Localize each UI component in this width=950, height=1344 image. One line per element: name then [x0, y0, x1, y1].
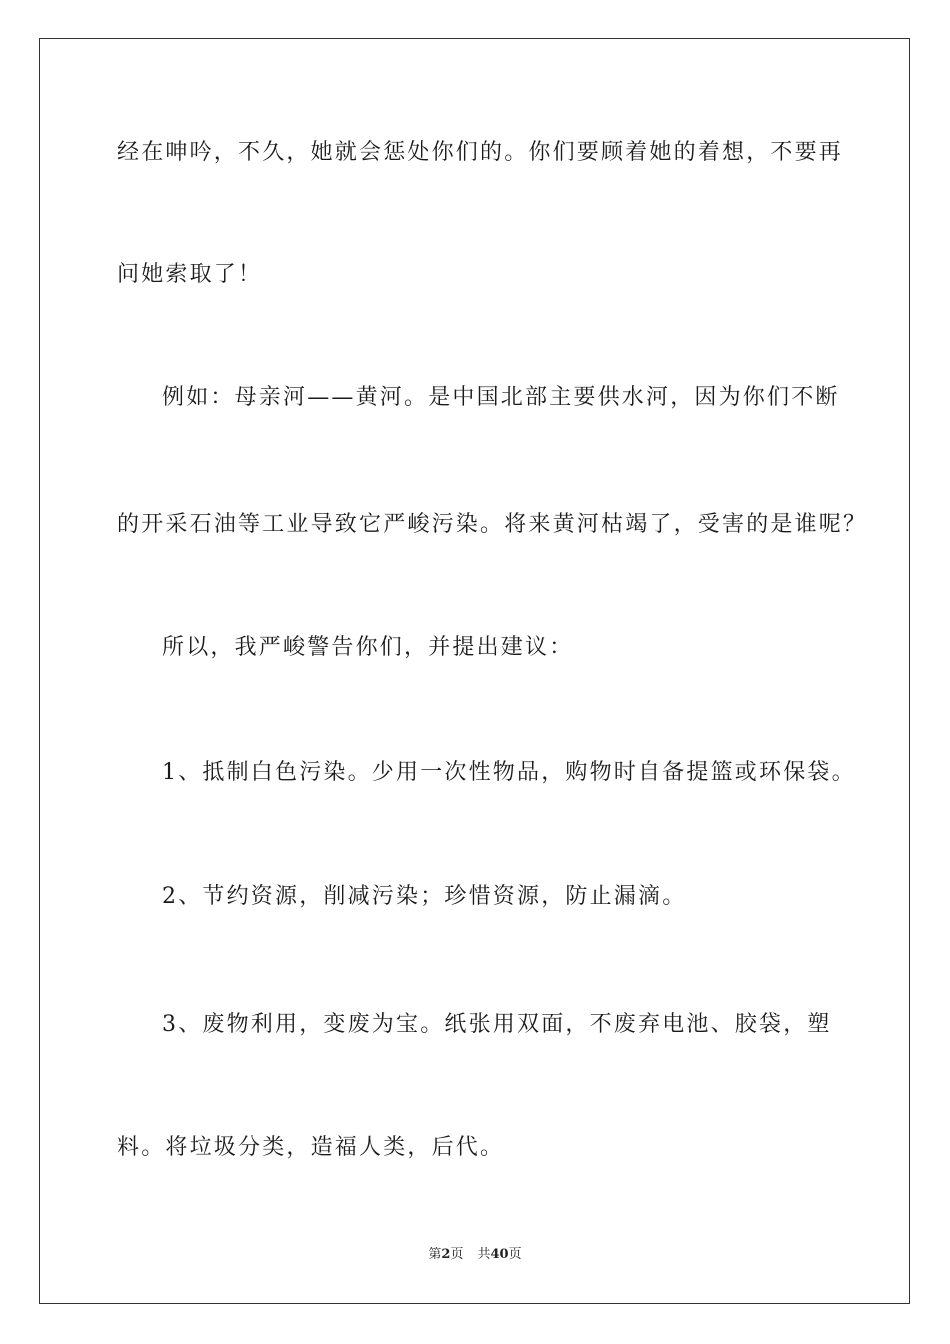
body-line-4: 的开采石油等工业导致它严峻污染。将来黄河枯竭了，受害的是谁呢？: [117, 512, 868, 537]
body-line-5: 所以，我严峻警告你们，并提出建议：: [162, 635, 574, 660]
body-line-9: 料。将垃圾分类，造福人类，后代。: [117, 1135, 505, 1160]
footer-prefix: 第: [428, 1247, 442, 1262]
page-border: [39, 38, 910, 1304]
list-item-2: 2、节约资源，削减污染；珍惜资源，防止漏滴。: [162, 884, 687, 909]
body-line-1: 经在呻吟，不久，她就会惩处你们的。你们要顾着她的着想，不要再: [117, 140, 844, 165]
footer-page-suffix: 页: [450, 1247, 464, 1262]
page-footer: [0, 1246, 950, 1264]
footer-total-pages: 40: [490, 1247, 509, 1262]
list-item-3: 3、废物利用，变废为宝。纸张用双面，不废弃电池、胶袋，塑: [162, 1012, 832, 1037]
body-line-3: 例如：母亲河——黄河。是中国北部主要供水河，因为你们不断: [162, 385, 840, 410]
list-item-1: 1、抵制白色污染。少用一次性物品，购物时自备提篮或环保袋。: [162, 760, 856, 785]
footer-total-suffix: 页: [508, 1247, 522, 1262]
body-line-2: 问她索取了！: [117, 262, 263, 287]
footer-page-number: 2: [441, 1247, 451, 1262]
footer-total-prefix: 共: [477, 1247, 491, 1262]
